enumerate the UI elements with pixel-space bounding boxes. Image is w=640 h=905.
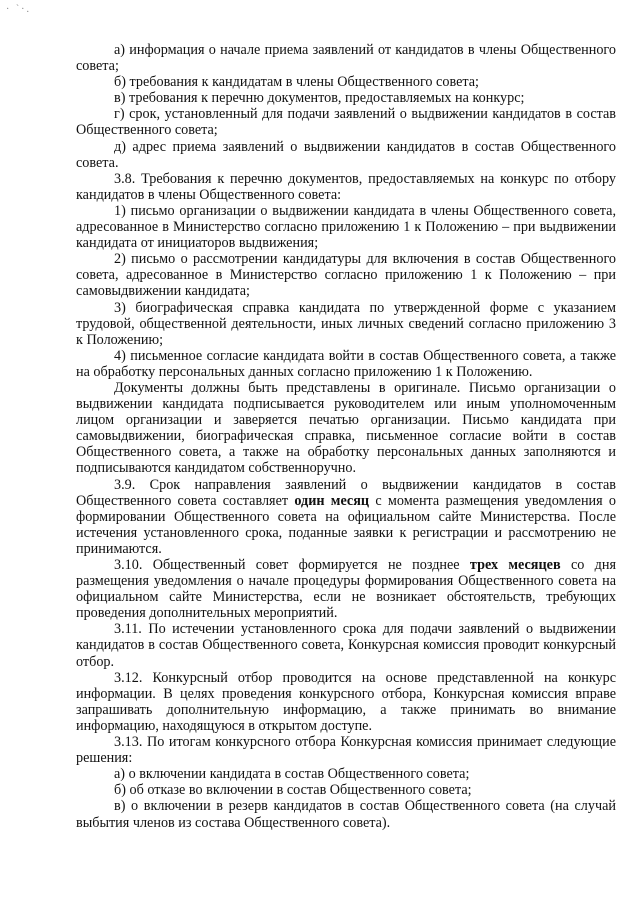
list-item-b-requirements: б) требования к кандидатам в члены Общественного совета;	[114, 74, 479, 91]
clause-3-12: 3.12. Конкурсный отбор проводится на основе представленной на конкурс информации. В целях проведения конкурсного отбора, Конкурсная комиссия вправе запрашивать дополнительную информацию, а также принимать во внимание информацию, находящуюся в открытом доступе.	[76, 669, 616, 734]
document-page	[76, 42, 616, 831]
decision-item-b: б) об отказе во включении в состав Общественного совета;	[114, 782, 472, 799]
clause-3-13: 3.13. По итогам конкурсного отбора Конкурсная комиссия принимает следующие решения:	[76, 734, 616, 767]
clause-3-9-bold: один месяц	[294, 492, 370, 509]
clause-3-9-pre: 3.9. Срок направления заявлений о выдвижении кандидатов в состав Общественного совета составляет	[76, 476, 616, 509]
clause-3-9	[76, 477, 616, 557]
doc-item-3: 3) биографическая справка кандидата по утвержденной форме с указанием трудовой, общественной деятельности, иных личных сведений согласно приложению 3 к Положению;	[76, 299, 616, 348]
list-item-a-info: а) информация о начале приема заявлений от кандидатов в члены Общественного совета;	[76, 42, 616, 75]
decision-item-v: в) о включении в резерв кандидатов в состав Общественного совета (на случай выбытия членов из состава Общественного совета).	[76, 798, 616, 831]
clause-3-8: 3.8. Требования к перечню документов, предоставляемых на конкурс по отбору кандидатов в члены Общественного совета:	[76, 170, 616, 203]
clause-3-10	[76, 557, 616, 621]
documents-paragraph: Документы должны быть представлены в оригинале. Письмо организации о выдвижении кандидата подписывается руководителем или иным уполномоченным лицом организации и заверяется печатью организации. Письмо кандидата при самовыдвижении, биографическая справка, письменное согласие войти в состав Общественного совета, а также на обработку персональных данных заполняются и подписываются кандидатом собственноручно.	[76, 379, 616, 477]
clause-3-10-bold: трех месяцев	[469, 557, 561, 573]
doc-item-4: 4) письменное согласие кандидата войти в состав Общественного совета, а также на обработку персональных данных согласно приложению 1 к Положению.	[76, 347, 616, 380]
doc-item-1: 1) письмо организации о выдвижении кандидата в члены Общественного совета, адресованное в Министерство согласно приложению 1 к Положению – при выдвижении кандидата от инициаторов выдвижения;	[76, 202, 616, 252]
list-item-d-address: д) адрес приема заявлений о выдвижении кандидатов в состав Общественного совета.	[76, 138, 616, 171]
list-item-g-deadline: г) срок, установленный для подачи заявлений о выдвижении кандидатов в состав Общественного совета;	[76, 106, 616, 139]
clause-3-11: 3.11. По истечении установленного срока для подачи заявлений о выдвижении кандидатов в состав Общественного совета, Конкурсная комиссия проводит конкурсный отбор.	[76, 621, 616, 670]
clause-3-10-post: со дня размещения уведомления о начале процедуры формирования Общественного совета на официальном сайте Министерства, если не возникает обстоятельств, требующих проведения дополнительных мероприятий.	[76, 557, 616, 622]
decision-item-a: а) о включении кандидата в состав Общественного совета;	[114, 766, 470, 783]
clause-3-10-pre: 3.10. Общественный совет формируется не позднее	[114, 557, 470, 573]
list-item-v-documents: в) требования к перечню документов, предоставляемых на конкурс;	[114, 90, 525, 107]
scan-corner-mark: · `·.	[6, 4, 31, 15]
doc-item-2: 2) письмо о рассмотрении кандидатуры для включения в состав Общественного совета, адресованное в Министерство согласно приложению 1 к Положению – при самовыдвижении кандидата;	[76, 251, 616, 300]
clause-3-9-post: с момента размещения уведомления о формировании Общественного совета на официальном сайте Министерства. После истечения установленного срока, поданные заявки к регистрации и рассмотрению не принимаются.	[76, 492, 616, 557]
